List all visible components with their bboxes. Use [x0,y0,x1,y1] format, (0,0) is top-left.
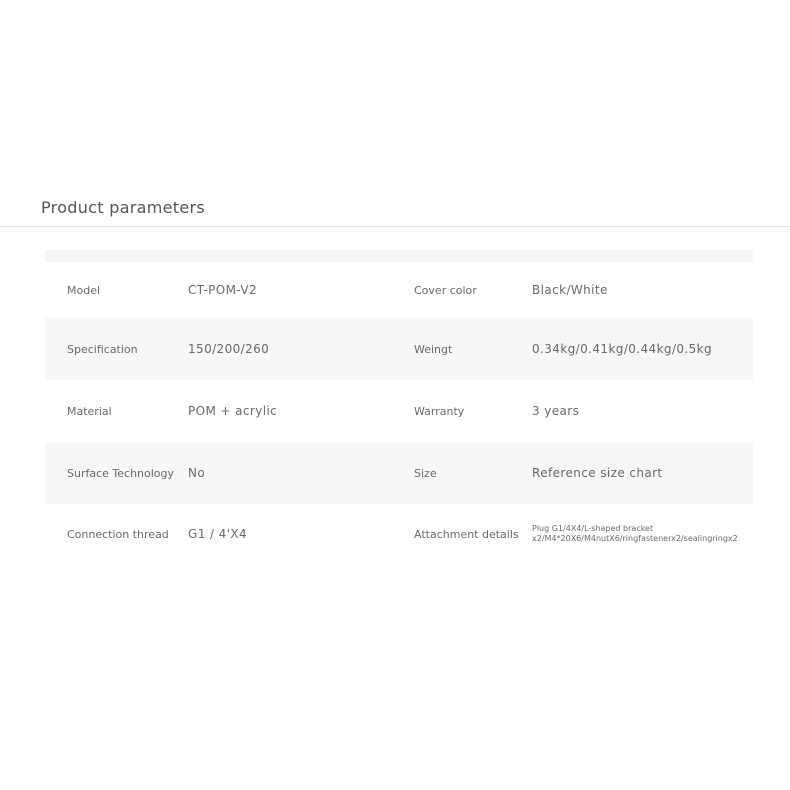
table-row-connection-thread [45,504,753,564]
param-value-connection-thread: G1 / 4'X4 [188,527,247,541]
param-value-specification: 150/200/260 [188,342,270,356]
table-row-surface-technology [45,442,753,504]
param-label-weight: Weingt [414,342,453,356]
table-top-strip [45,250,753,262]
param-value-size: Reference size chart [532,466,663,480]
param-label-attachment-details: Attachment details [414,527,519,541]
param-label-surface-technology: Surface Technology [67,466,175,480]
param-label-cover-color: Cover color [414,283,477,297]
param-label-specification: Specification [67,342,138,356]
parameters-table [45,262,753,564]
title-divider [0,226,790,227]
param-value-cover-color: Black/White [532,283,608,297]
param-value-model: CT-POM-V2 [188,283,258,297]
table-row-material [45,380,753,442]
param-value-surface-technology: No [188,466,206,480]
param-value-warranty: 3 years [532,404,580,418]
page-title: Product parameters [41,198,206,217]
param-label-material: Material [67,404,112,418]
param-value-weight: 0.34kg/0.41kg/0.44kg/0.5kg [532,342,713,356]
param-label-model: Model [67,283,101,297]
table-row-model [45,262,753,318]
table-row-specification [45,318,753,380]
param-label-size: Size [414,466,437,480]
param-label-connection-thread: Connection thread [67,527,169,541]
param-label-warranty: Warranty [414,404,465,418]
param-value-attachment-details: Plug G1/4X4/L-shaped bracket x2/M4*20X6/M4nutX6/ringfastenerx2/sealingringx2 [532,524,738,543]
param-value-material: POM + acrylic [188,404,278,418]
